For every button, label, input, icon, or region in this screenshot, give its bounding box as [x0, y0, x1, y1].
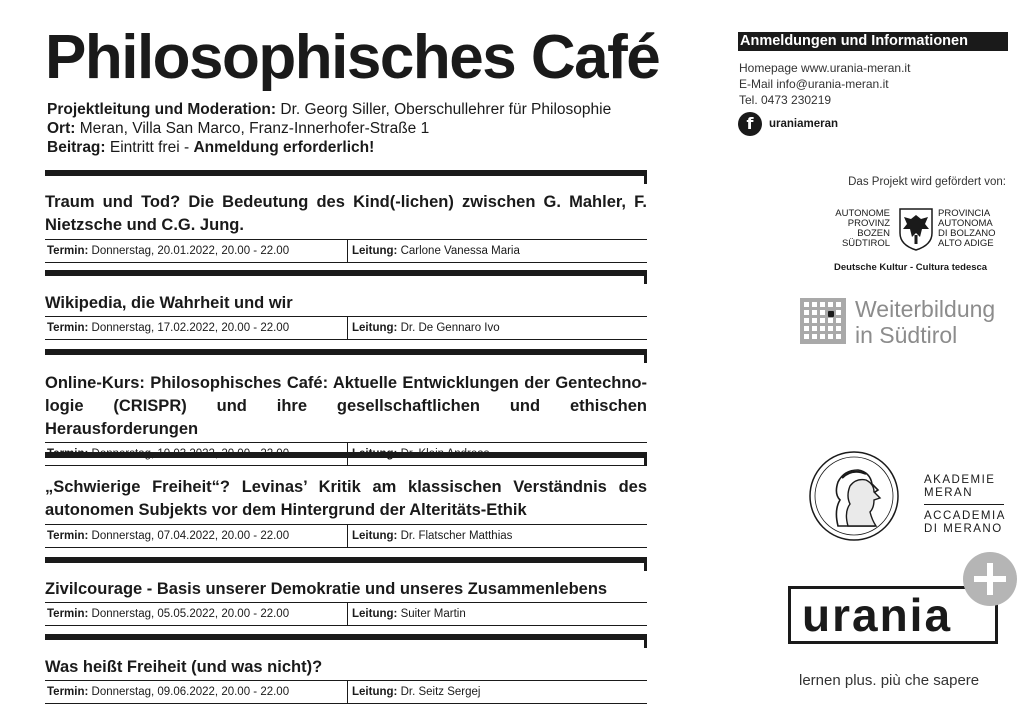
fee-label: Beitrag:: [47, 139, 106, 156]
place-label: Ort:: [47, 120, 76, 137]
event-1: [45, 170, 647, 263]
event-6: [45, 634, 647, 704]
facebook-link[interactable]: [738, 112, 838, 136]
page-title: Philosophisches Café: [45, 23, 660, 92]
dante-portrait-icon: [808, 450, 900, 542]
event-date: Donnerstag, 05.05.2022, 20.00 - 22.00: [91, 608, 290, 620]
province-de-line: BOZEN: [857, 228, 890, 239]
akademie-line: AKADEMIE: [924, 474, 996, 486]
province-it-line: ALTO ADIGE: [938, 238, 994, 249]
lead-label: Projektleitung und Moderation:: [47, 101, 277, 118]
lead-value: Dr. Georg Siller, Oberschullehrer für Philosophie: [280, 101, 612, 118]
info-column: [738, 0, 1024, 706]
event-date-cell: [45, 525, 348, 547]
leitung-label: Leitung:: [352, 245, 398, 257]
event-title: Wikipedia, die Wahrheit und wir: [45, 294, 293, 312]
province-de-line: PROVINZ: [847, 218, 890, 229]
province-department: Deutsche Kultur - Cultura tedesca: [834, 262, 988, 273]
event-date-cell: [45, 317, 348, 339]
akademie-line: ACCADEMIA: [924, 510, 1006, 522]
place-value: Meran, Villa San Marco, Franz-Innerhofer-Straße 1: [79, 120, 430, 137]
fee-note: Anmeldung erforderlich!: [193, 139, 375, 156]
event-3: [45, 349, 647, 466]
event-leader-cell: [348, 240, 520, 262]
contact-block: [739, 60, 910, 108]
province-it-line: DI BOLZANO: [938, 228, 996, 239]
event-details-row: [45, 680, 647, 704]
akademie-text: [924, 474, 1006, 535]
event-date-cell: [45, 240, 348, 262]
fee-value: Eintritt frei -: [109, 139, 190, 156]
province-name-it: [938, 209, 1018, 249]
email-link[interactable]: E-Mail info@urania-meran.it: [739, 77, 889, 91]
event-date-cell: [45, 603, 348, 625]
facebook-name: uraniameran: [769, 118, 839, 130]
event-details-row: [45, 524, 647, 548]
event-divider: [45, 634, 647, 640]
province-de-line: AUTONOME: [835, 208, 890, 219]
akademie-divider: [924, 504, 1004, 505]
event-date: Donnerstag, 07.04.2022, 20.00 - 22.00: [91, 530, 290, 542]
urania-tagline: lernen plus. più che sapere: [799, 672, 980, 689]
plus-icon: [963, 552, 1017, 606]
dot-grid-pattern: [800, 298, 846, 344]
termin-label: Termin:: [47, 530, 89, 542]
event-2: [45, 270, 647, 340]
event-title: Online-Kurs: Philosophisches Café: Aktuelle Entwicklungen der Gentechno-logie (CRISPR) und ihre gesellschaftlichen und ethischen Herausforderungen: [45, 374, 647, 438]
event-title: Traum und Tod? Die Bedeutung des Kind(-lichen) zwischen G. Mahler, F. Nietzsche und C.G. Jung.: [45, 193, 647, 234]
province-it-line: PROVINCIA: [938, 208, 991, 219]
event-date: Donnerstag, 09.06.2022, 20.00 - 22.00: [91, 686, 290, 698]
weiterbildung-line: Weiterbildung: [855, 296, 996, 322]
termin-label: Termin:: [47, 245, 89, 257]
event-leader-cell: [348, 317, 500, 339]
event-leader: Dr. De Gennaro Ivo: [400, 322, 500, 334]
event-details-row: [45, 602, 647, 626]
event-details-row: [45, 316, 647, 340]
akademie-line: DI MERANO: [924, 522, 1003, 535]
event-leader: Dr. Seitz Sergej: [400, 686, 481, 698]
termin-label: Termin:: [47, 686, 89, 698]
akademie-logo: [808, 450, 1006, 547]
event-details-row: [45, 239, 647, 263]
event-leader-cell: [348, 681, 480, 703]
leitung-label: Leitung:: [352, 608, 398, 620]
phone-number: Tel. 0473 230219: [739, 93, 832, 107]
event-5: [45, 557, 647, 626]
event-date: Donnerstag, 20.01.2022, 20.00 - 22.00: [91, 245, 290, 257]
eagle-crest-icon: [898, 207, 934, 251]
event-leader-cell: [348, 603, 466, 625]
event-leader: Dr. Flatscher Matthias: [400, 530, 513, 542]
akademie-line: MERAN: [924, 486, 974, 499]
leitung-label: Leitung:: [352, 530, 398, 542]
event-leader: Suiter Martin: [400, 608, 466, 620]
province-de-line: SÜDTIROL: [841, 238, 890, 249]
weiterbildung-text: [855, 296, 995, 348]
event-title: „Schwierige Freiheit“? Levinas’ Kritik am klassischen Verständnis des autonomen Subjekts vor dem Hintergrund der Alteritäts-Ethik: [45, 478, 647, 519]
urania-logo-word: urania: [802, 589, 953, 641]
event-divider: [45, 452, 647, 458]
dot-grid-highlight: [828, 311, 834, 317]
event-divider: [45, 170, 647, 176]
event-4: [45, 452, 647, 548]
province-it-line: AUTONOMA: [938, 218, 993, 229]
event-divider: [45, 349, 647, 355]
lead-line: [47, 100, 611, 119]
leitung-label: Leitung:: [352, 322, 398, 334]
place-line: [47, 119, 611, 138]
info-heading: Anmeldungen und Informationen: [738, 32, 1008, 51]
event-divider: [45, 557, 647, 563]
event-title: Was heißt Freiheit (und was nicht)?: [45, 658, 323, 676]
event-leader: Carlone Vanessa Maria: [400, 245, 520, 257]
weiterbildung-line: in Südtirol: [855, 322, 958, 348]
event-date: Donnerstag, 17.02.2022, 20.00 - 22.00: [91, 322, 290, 334]
project-meta: [47, 100, 611, 157]
facebook-icon: f: [738, 112, 762, 136]
event-title: Zivilcourage - Basis unserer Demokratie und unseres Zusammenlebens: [45, 580, 608, 598]
event-divider: [45, 270, 647, 276]
termin-label: Termin:: [47, 322, 89, 334]
funded-by-text: Das Projekt wird gefördert von:: [848, 176, 1006, 188]
event-date-cell: [45, 681, 348, 703]
homepage-link[interactable]: Homepage www.urania-meran.it: [739, 61, 911, 75]
fee-line: [47, 138, 611, 157]
termin-label: Termin:: [47, 608, 89, 620]
leitung-label: Leitung:: [352, 686, 398, 698]
dot-grid-icon: [800, 298, 846, 344]
province-name-de: [832, 209, 890, 249]
event-leader-cell: [348, 525, 512, 547]
